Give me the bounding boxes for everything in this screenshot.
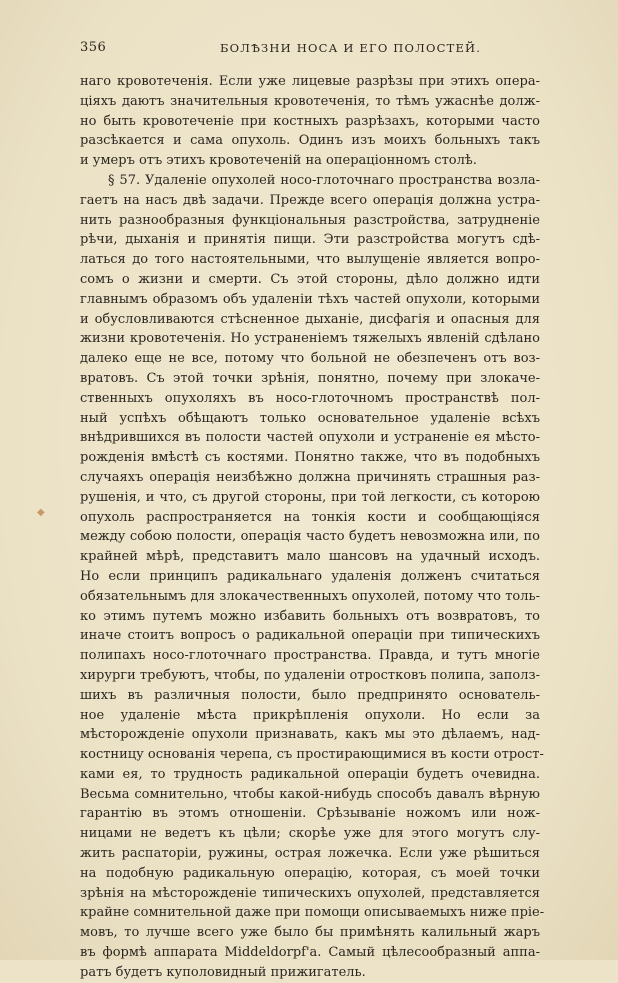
text-line: рушенія, и что, съ другой стороны, при той легкости, съ которою — [80, 489, 540, 505]
text-line: ратъ будетъ куполовидный прижигатель. — [80, 964, 366, 980]
running-title: БОЛѢЗНИ НОСА И ЕГО ПОЛОСТЕЙ. — [220, 41, 482, 55]
text-line: § 57. Удаленіе опухолей носо-глоточнаго пространства возла- — [108, 172, 540, 188]
text-line: обязательнымъ для злокачественныхъ опухолей, потому что толь- — [80, 588, 540, 604]
text-line: ціяхъ даютъ значительныя кровотеченія, то тѣмъ ужаснѣе долж- — [80, 93, 540, 109]
page-header — [80, 40, 540, 60]
text-line: зрѣнія на мѣсторожденіе типическихъ опухолей, представляется — [80, 885, 540, 901]
text-line: вратовъ. Съ этой точки зрѣнія, понятно, почему при злокаче- — [80, 370, 540, 386]
text-line: между собою полости, операція часто будетъ невозможна или, по — [80, 529, 540, 545]
text-line: рожденія вмѣстѣ съ костями. Понятно также, что въ подобныхъ — [80, 450, 540, 466]
text-line: латься до того настоятельными, что вылущеніе является вопро- — [80, 252, 540, 268]
text-line: ное удаленіе мѣста прикрѣпленія опухоли. Но если за — [80, 707, 540, 723]
text-line: Но если принципъ радикальнаго удаленія долженъ считаться — [80, 568, 540, 584]
text-line: ницами не ведетъ къ цѣли; скорѣе уже для этого могутъ слу- — [80, 826, 540, 842]
text-line: хирурги требуютъ, чтобы, по удаленіи отростковъ полипа, заполз- — [80, 667, 540, 683]
page-number: 356 — [80, 40, 107, 55]
text-line: ками ея, то трудность радикальной операціи будетъ очевидна. — [80, 766, 540, 782]
text-line: гаетъ на насъ двѣ задачи. Прежде всего операція должна устра- — [80, 192, 540, 208]
text-line: въ формѣ аппарата Middeldorpf'а. Самый цѣлесообразный аппа- — [80, 945, 540, 961]
text-line: костницу основанія черепа, съ простирающимися въ кости отрост- — [80, 747, 544, 763]
body-text — [80, 72, 545, 983]
text-line: далеко еще не все, потому что больной не обезпеченъ отъ воз- — [80, 351, 540, 367]
text-line: и умеръ отъ этихъ кровотеченій на операціонномъ столѣ. — [80, 153, 477, 169]
text-line: крайне сомнительной даже при помощи описываемыхъ ниже пріе- — [80, 905, 545, 921]
text-line: гарантію въ этомъ отношеніи. Срѣзываніе ножомъ или нож- — [80, 806, 540, 822]
text-line: разсѣкается и сама опухоль. Одинъ изъ моихъ больныхъ такъ — [80, 133, 540, 149]
margin-mark: ◆ — [37, 507, 45, 518]
text-line: на подобную радикальную операцію, которая, съ моей точки — [80, 865, 540, 881]
text-line: крайней мѣрѣ, представитъ мало шансовъ на удачный исходъ. — [80, 549, 540, 565]
text-line: главнымъ образомъ объ удаленіи тѣхъ частей опухоли, которыми — [80, 291, 540, 307]
text-line: случаяхъ операція неизбѣжно должна причинять страшныя раз- — [80, 469, 540, 485]
text-line: жизни кровотеченія. Но устраненіемъ тяжелыхъ явленій сдѣлано — [80, 331, 540, 347]
text-line: шихъ въ различныя полости, было предпринято основатель- — [80, 687, 540, 703]
text-line: рѣчи, дыханія и принятія пищи. Эти разстройства могутъ сдѣ- — [80, 232, 540, 248]
text-line: жить распаторіи, ружины, острая ложечка. Если уже рѣшиться — [80, 846, 540, 862]
text-line: сомъ о жизни и смерти. Съ этой стороны, дѣло должно идти — [80, 271, 540, 287]
text-line: нить разнообразныя функціональныя разстройства, затрудненіе — [80, 212, 540, 228]
text-line: мовъ, то лучше всего уже было бы примѣнять калильный жаръ — [80, 925, 540, 941]
text-line: внѣдрившихся въ полости частей опухоли и устраненіе ея мѣсто- — [80, 430, 540, 446]
text-line: мѣсторожденіе опухоли признавать, какъ мы это дѣлаемъ, над- — [80, 727, 540, 743]
text-line: иначе стоитъ вопросъ о радикальной операціи при типическихъ — [80, 628, 540, 644]
text-line: но быть кровотеченіе при костныхъ разрѣзахъ, которыми часто — [80, 113, 540, 129]
text-line: ственныхъ опухоляхъ въ носо-глоточномъ пространствѣ пол- — [80, 390, 540, 406]
text-line: опухоль распространяется на тонкія кости и сообщающіяся — [80, 509, 540, 525]
text-line: Весьма сомнительно, чтобы какой-нибудь способъ давалъ вѣрную — [80, 786, 540, 802]
text-line: и обусловливаются стѣсненное дыханіе, дисфагія и опасныя для — [80, 311, 540, 327]
text-line: полипахъ носо-глоточнаго пространства. Правда, и тутъ многіе — [80, 648, 540, 664]
text-line: ко этимъ путемъ можно избавить больныхъ отъ возвратовъ, то — [80, 608, 540, 624]
text-line: наго кровотеченія. Если уже лицевые разрѣзы при этихъ опера- — [80, 74, 540, 89]
text-line: ный успѣхъ обѣщаютъ только основательное удаленіе всѣхъ — [80, 410, 540, 426]
